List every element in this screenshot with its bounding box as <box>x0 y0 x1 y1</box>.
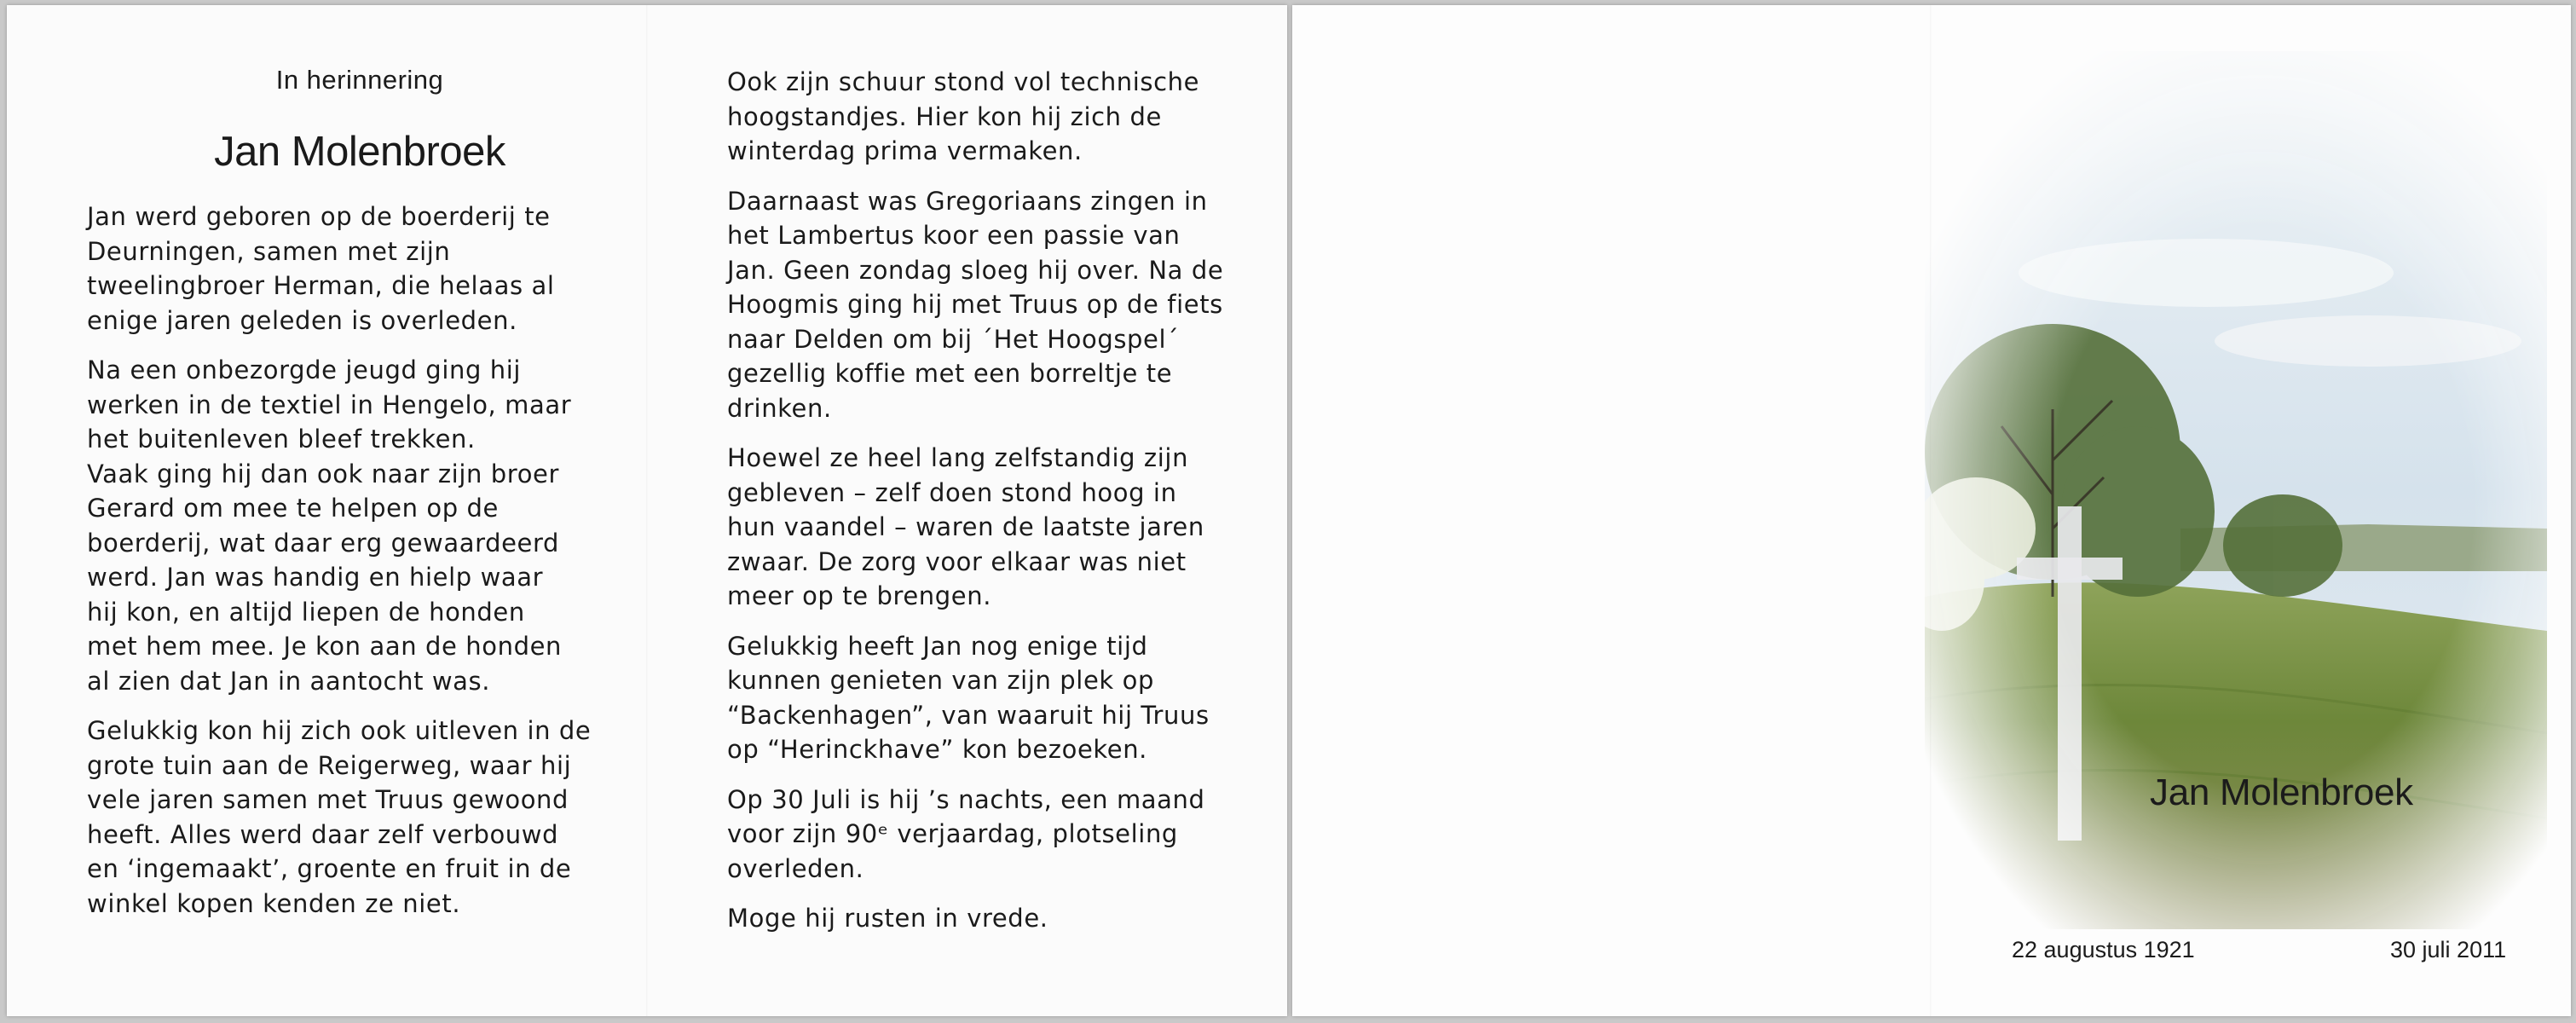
fold-line <box>646 5 648 1016</box>
paragraph: Hoewel ze heel lang zelfstandig zijn gebleven – zelf doen stond hoog in hun vaandel – waren de laatste jaren zwaar. De zorg voor elkaar was niet meer op te brengen. <box>727 443 1204 610</box>
paragraph: Moge hij rusten in vrede. <box>727 904 1048 933</box>
memorial-heading: In herinnering <box>275 65 444 95</box>
paragraph: Gelukkig kon hij zich ook uitleven in de grote tuin aan de Reigerweg, waar hij vele jaren samen met Truus gewoond heeft. Alles werd daar zelf verbouwd en ‘ingemaakt’, groente en fruit in de winkel kopen kenden ze niet. <box>87 716 592 918</box>
inner-spread <box>7 5 1287 1016</box>
paragraph: Ook zijn schuur stond vol technische hoogstandjes. Hier kon hij zich de winterdag prima vermaken. <box>727 67 1200 165</box>
paragraph: Op 30 Juli is hij ’s nachts, een maand voor zijn 90ᵉ verjaardag, plotseling overleden. <box>727 784 1205 883</box>
paragraph: Na een onbezorgde jeugd ging hij werken in de textiel in Hengelo, maar het buitenleven bleef trekken. Vaak ging hij dan ook naar zijn broer Gerard om mee te helpen op de boerderij, wat daar erg gewaardeerd werd. Jan was handig en hielp waar hij kon, en altijd liepen de honden met hem mee. Je kon aan de honden al zien dat Jan in aantocht was. <box>87 355 572 696</box>
cover-name: Jan Molenbroek <box>2150 772 2413 813</box>
paragraph: Jan werd geboren op de boerderij te Deurningen, samen met zijn tweelingbroer Herman, die helaas al enige jaren geleden is overleden. <box>87 202 555 335</box>
deceased-name-heading: Jan Molenbroek <box>214 129 505 175</box>
text-column-left <box>87 48 632 936</box>
paragraph: Gelukkig heeft Jan nog enige tijd kunnen genieten van zijn plek op “Backenhagen”, van waaruit hij Truus op “Herinckhave” kon bezoeken. <box>727 631 1210 764</box>
death-date: 30 juli 2011 <box>2390 937 2507 962</box>
paragraph: Daarnaast was Gregoriaans zingen in het Lambertus koor een passie van Jan. Geen zondag sloeg hij over. Na de Hoogmis ging hij met Truus op de fiets naar Delden om bij ´Het Hoogspel´ gezellig koffie met een borreltje te drinken. <box>727 186 1224 423</box>
text-column-right <box>727 65 1273 951</box>
birth-date: 22 augustus 1921 <box>2012 937 2195 962</box>
cross-icon <box>2017 506 2123 841</box>
